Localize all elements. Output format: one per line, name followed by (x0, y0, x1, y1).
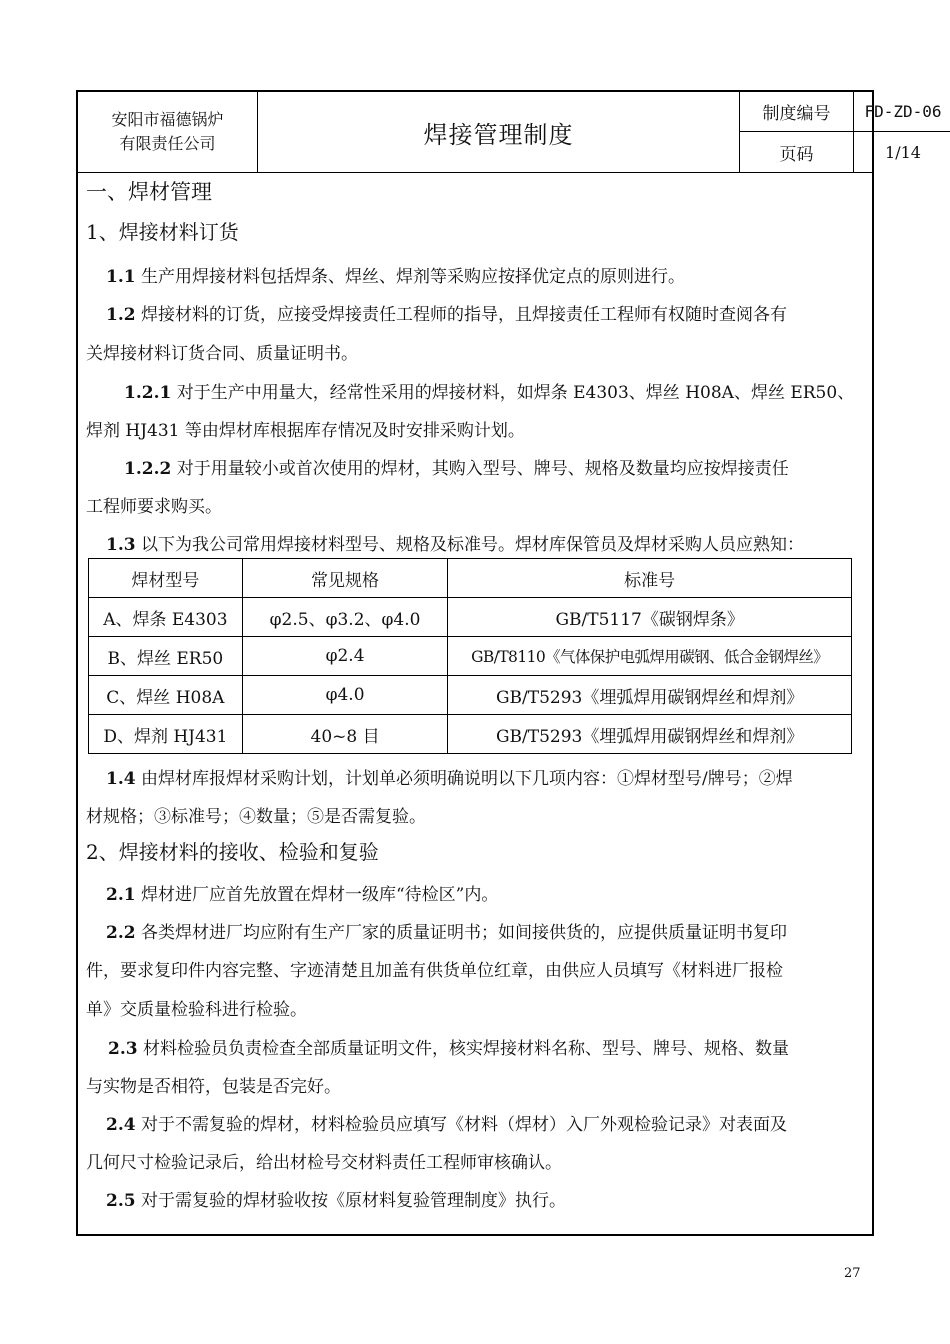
table-row (89, 676, 852, 715)
paragraph (106, 530, 804, 555)
paragraph (106, 918, 787, 943)
table-row (89, 598, 852, 637)
table-cell: φ2.4 (242, 637, 448, 676)
paragraph-continuation: 工程师要求购买。 (86, 497, 222, 517)
clause-number: 1.2 (106, 305, 136, 325)
clause-number: 1.4 (106, 769, 136, 789)
paragraph (124, 454, 789, 479)
table-cell: GB/T5293《埋弧焊用碳钢焊丝和焊剂》 (448, 676, 852, 715)
doc-no-label: 制度编号 (740, 92, 854, 132)
clause-text: 材料检验员负责检查全部质量证明文件，核实焊接材料名称、型号、牌号、规格、数量 (137, 1039, 789, 1059)
paragraph-continuation: 几何尺寸检验记录后，给出材检号交材料责任工程师审核确认。 (86, 1153, 562, 1173)
table-row (89, 637, 852, 676)
document-frame (76, 90, 942, 1236)
clause-text: 对于需复验的焊材验收按《原材料复验管理制度》执行。 (135, 1191, 566, 1211)
paragraph (108, 1034, 789, 1059)
table-header-cell: 常见规格 (242, 559, 448, 598)
table-header-cell: 焊材型号 (89, 559, 243, 598)
clause-number: 2.5 (106, 1191, 136, 1211)
table-cell: D、焊剂 HJ431 (89, 715, 243, 754)
paragraph-continuation: 关焊接材料订货合同、质量证明书。 (86, 344, 358, 364)
clause-text: 生产用焊接材料包括焊条、焊丝、焊剂等采购应按择优定点的原则进行。 (135, 267, 685, 287)
clause-text: 焊接材料的订货，应接受焊接责任工程师的指导，且焊接责任工程师有权随时查阅各有 (135, 305, 787, 325)
table-cell: 40~8 目 (242, 715, 448, 754)
table-cell: GB/T8110《气体保护电弧焊用碳钢、低合金钢焊丝》 (448, 637, 852, 676)
paragraph-continuation: 单》交质量检验科进行检验。 (86, 1000, 307, 1020)
page-value: 1/14 (885, 142, 921, 162)
clause-number: 1.2.2 (124, 459, 172, 479)
table-row (89, 715, 852, 754)
document-header (78, 92, 942, 173)
table-header-row (89, 559, 852, 598)
paragraph (106, 880, 498, 905)
company-line-1: 安阳市福德锅炉 (111, 110, 224, 129)
clause-text: 各类焊材进厂均应附有生产厂家的质量证明书；如间接供货的，应提供质量证明书复印 (135, 923, 787, 943)
clause-number: 2.3 (108, 1039, 138, 1059)
paragraph (106, 1186, 566, 1211)
page-label: 页码 (740, 132, 854, 172)
section-heading: 一、焊材管理 (86, 180, 212, 204)
table-cell: A、焊条 E4303 (89, 598, 243, 637)
clause-text: 由焊材库报焊材采购计划，计划单必须明确说明以下几项内容：①焊材型号/牌号；②焊 (135, 769, 793, 789)
paragraph (124, 378, 854, 403)
doc-no-value: FD-ZD-06 (854, 92, 950, 132)
clause-number: 2.2 (106, 923, 136, 943)
subsection-heading: 1、焊接材料订货 (86, 220, 239, 244)
clause-number: 2.1 (106, 885, 136, 905)
materials-table (88, 558, 852, 754)
company-name (78, 92, 258, 172)
paragraph-continuation: 与实物是否相符，包装是否完好。 (86, 1077, 341, 1097)
table-cell: GB/T5293《埋弧焊用碳钢焊丝和焊剂》 (448, 715, 852, 754)
table-cell: GB/T5117《碳钢焊条》 (448, 598, 852, 637)
clause-text: 对于用量较小或首次使用的焊材，其购入型号、牌号、规格及数量均应按焊接责任 (171, 459, 789, 479)
table-header-cell: 标准号 (448, 559, 852, 598)
clause-text: 对于生产中用量大，经常性采用的焊接材料，如焊条 E4303、焊丝 H08A、焊丝 ER50、 (171, 383, 855, 403)
clause-number: 2.4 (106, 1115, 136, 1135)
document-title: 焊接管理制度 (258, 92, 740, 172)
paragraph (106, 300, 787, 325)
paragraph (106, 1110, 787, 1135)
clause-number: 1.1 (106, 267, 136, 287)
paragraph-continuation: 焊剂 HJ431 等由焊材库根据库存情况及时安排采购计划。 (86, 421, 525, 441)
clause-number: 1.3 (106, 535, 136, 555)
clause-text: 以下为我公司常用焊接材料型号、规格及标准号。焊材库保管员及焊材采购人员应熟知： (135, 535, 804, 555)
clause-number: 1.2.1 (124, 383, 172, 403)
paragraph (106, 764, 793, 789)
company-line-2: 有限责任公司 (119, 134, 216, 153)
subsection-heading: 2、焊接材料的接收、检验和复验 (86, 840, 379, 864)
paragraph (106, 262, 685, 287)
table-cell: φ4.0 (242, 676, 448, 715)
table-cell: φ2.5、φ3.2、φ4.0 (242, 598, 448, 637)
paragraph-continuation: 件，要求复印件内容完整、字迹清楚且加盖有供货单位红章，由供应人员填写《材料进厂报检 (86, 961, 783, 981)
clause-text: 焊材进厂应首先放置在焊材一级库“待检区”内。 (135, 885, 499, 905)
table-cell: C、焊丝 H08A (89, 676, 243, 715)
clause-text: 对于不需复验的焊材，材料检验员应填写《材料（焊材）入厂外观检验记录》对表面及 (135, 1115, 787, 1135)
paragraph-continuation: 材规格；③标准号；④数量；⑤是否需复验。 (86, 807, 426, 827)
page-number: 27 (844, 1266, 861, 1281)
table-cell: B、焊丝 ER50 (89, 637, 243, 676)
